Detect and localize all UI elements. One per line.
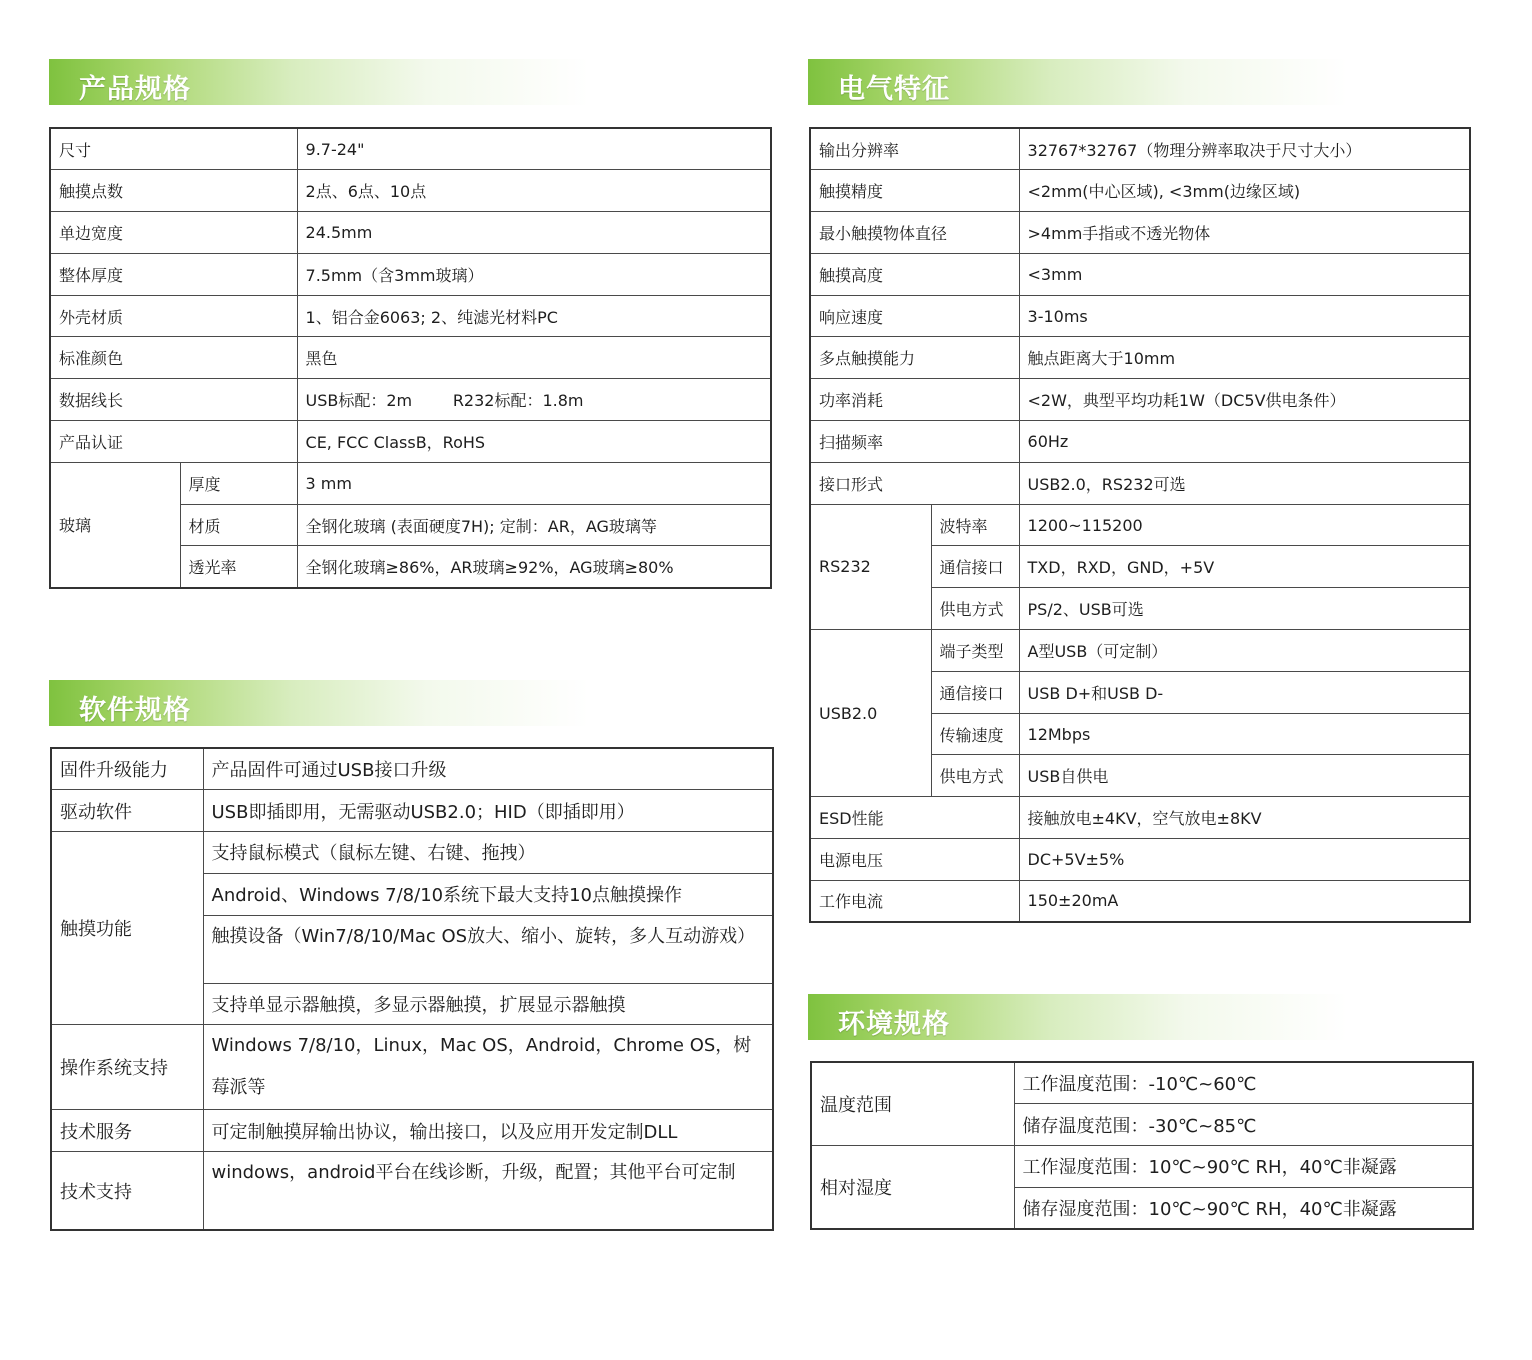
row-value: USB即插即用，无需驱动USB2.0；HID（即插即用） [203,790,773,832]
table-row [50,170,771,212]
electrical-spec-table [809,127,1471,923]
table-row [810,462,1470,504]
humidity-label: 相对湿度 [811,1146,1014,1230]
row-label: 驱动软件 [51,790,203,832]
table-row [50,379,771,421]
table-row [51,748,773,790]
row-label: 触摸高度 [810,253,1019,295]
row-value: 7.5mm（含3mm玻璃） [297,253,771,295]
usb-label: USB2.0 [810,630,931,797]
temperature-label: 温度范围 [811,1062,1014,1146]
row-label: 数据线长 [50,379,297,421]
row-value: 150±20mA [1019,880,1470,922]
software-spec-table [50,747,774,1231]
product-spec-title: 产品规格 [79,74,191,105]
table-row [51,1110,773,1152]
row-value: <3mm [1019,253,1470,295]
row-label: 整体厚度 [50,253,297,295]
row-value: 工作湿度范围：10℃~90℃ RH，40℃非凝露 [1014,1146,1473,1188]
row-value: 触点距离大于10mm [1019,337,1470,379]
row-sublabel: 传输速度 [931,713,1019,755]
environment-spec-header [808,994,1348,1040]
table-row [810,797,1470,839]
row-sublabel: 透光率 [180,546,297,588]
table-row [50,253,771,295]
row-label: 最小触摸物体直径 [810,212,1019,254]
table-row [810,295,1470,337]
table-row [50,128,771,170]
row-value: 2点、6点、10点 [297,170,771,212]
row-value: A型USB（可定制） [1019,630,1470,672]
table-row [810,253,1470,295]
row-value: >4mm手指或不透光物体 [1019,212,1470,254]
row-value: <2W，典型平均功耗1W（DC5V供电条件） [1019,379,1470,421]
row-value: 储存温度范围：-30℃~85℃ [1014,1104,1473,1146]
table-row [811,1062,1473,1104]
row-sublabel: 端子类型 [931,630,1019,672]
row-value: Android、Windows 7/8/10系统下最大支持10点触摸操作 [203,873,773,915]
row-value: 可定制触摸屏输出协议，输出接口，以及应用开发定制DLL [203,1110,773,1152]
row-value: <2mm(中心区域), <3mm(边缘区域) [1019,170,1470,212]
row-label: 单边宽度 [50,212,297,254]
row-label: 产品认证 [50,421,297,463]
row-value: USB标配：2m R232标配：1.8m [297,379,771,421]
table-row [810,630,1470,672]
row-sublabel: 供电方式 [931,588,1019,630]
row-value: TXD，RXD，GND，+5V [1019,546,1470,588]
row-label: 多点触摸能力 [810,337,1019,379]
row-value: 支持鼠标模式（鼠标左键、右键、拖拽） [203,832,773,874]
row-value: 1、铝合金6063; 2、纯滤光材料PC [297,295,771,337]
row-value: 32767*32767（物理分辨率取决于尺寸大小） [1019,128,1470,170]
row-label: 功率消耗 [810,379,1019,421]
row-value: 产品固件可通过USB接口升级 [203,748,773,790]
row-sublabel: 通信接口 [931,671,1019,713]
row-label: 尺寸 [50,128,297,170]
row-label: 外壳材质 [50,295,297,337]
row-value: CE, FCC ClassB，RoHS [297,421,771,463]
table-row [810,504,1470,546]
row-value: 全钢化玻璃 (表面硬度7H); 定制：AR，AG玻璃等 [297,504,771,546]
row-value: USB D+和USB D- [1019,671,1470,713]
touch-label: 触摸功能 [51,832,203,1025]
environment-spec-table [810,1061,1474,1230]
table-row [50,295,771,337]
electrical-spec-title: 电气特征 [838,74,950,105]
glass-label: 玻璃 [50,462,180,587]
row-value: 3-10ms [1019,295,1470,337]
row-label: 触摸精度 [810,170,1019,212]
table-row [51,1025,773,1110]
row-label: 工作电流 [810,880,1019,922]
row-sublabel: 通信接口 [931,546,1019,588]
table-row [50,462,771,504]
row-value: 全钢化玻璃≥86%，AR玻璃≥92%，AG玻璃≥80% [297,546,771,588]
table-row [810,839,1470,881]
row-value: USB自供电 [1019,755,1470,797]
table-row [51,1152,773,1230]
row-label: 响应速度 [810,295,1019,337]
row-label: 电源电压 [810,839,1019,881]
table-row [810,421,1470,463]
environment-spec-title: 环境规格 [838,1009,950,1040]
row-value: 支持单显示器触摸，多显示器触摸，扩展显示器触摸 [203,983,773,1025]
software-spec-title: 软件规格 [79,695,191,726]
table-row [811,1146,1473,1188]
row-label: 固件升级能力 [51,748,203,790]
row-value: 24.5mm [297,212,771,254]
table-row [810,337,1470,379]
table-row [51,832,773,874]
software-spec-header [49,680,589,726]
row-value: 触摸设备（Win7/8/10/Mac OS放大、缩小、旋转，多人互动游戏） [203,915,773,983]
table-row [50,337,771,379]
row-label: 技术服务 [51,1110,203,1152]
row-label: 触摸点数 [50,170,297,212]
row-value: DC+5V±5% [1019,839,1470,881]
row-sublabel: 材质 [180,504,297,546]
row-value: 60Hz [1019,421,1470,463]
row-value: 12Mbps [1019,713,1470,755]
table-row [51,790,773,832]
table-row [50,212,771,254]
row-value: 9.7-24" [297,128,771,170]
product-spec-header [49,59,589,105]
row-sublabel: 厚度 [180,462,297,504]
row-value: PS/2、USB可选 [1019,588,1470,630]
table-row [50,421,771,463]
table-row [810,880,1470,922]
table-row [810,379,1470,421]
row-value: 1200~115200 [1019,504,1470,546]
row-sublabel: 供电方式 [931,755,1019,797]
table-row [810,170,1470,212]
rs232-label: RS232 [810,504,931,629]
row-label: 标准颜色 [50,337,297,379]
row-label: 扫描频率 [810,421,1019,463]
row-value: Windows 7/8/10，Linux，Mac OS，Android，Chrome OS，树莓派等 [203,1025,773,1110]
row-label: 接口形式 [810,462,1019,504]
row-label: 输出分辨率 [810,128,1019,170]
row-label: ESD性能 [810,797,1019,839]
row-value: windows，android平台在线诊断，升级，配置；其他平台可定制 [203,1152,773,1230]
row-label: 技术支持 [51,1152,203,1230]
table-row [810,128,1470,170]
row-value: 3 mm [297,462,771,504]
table-row [810,212,1470,254]
product-spec-table [49,127,772,589]
row-sublabel: 波特率 [931,504,1019,546]
row-label: 操作系统支持 [51,1025,203,1110]
row-value: 接触放电±4KV，空气放电±8KV [1019,797,1470,839]
electrical-spec-header [808,59,1348,105]
row-value: 工作温度范围：-10℃~60℃ [1014,1062,1473,1104]
row-value: 黑色 [297,337,771,379]
row-value: 储存湿度范围：10℃~90℃ RH，40℃非凝露 [1014,1187,1473,1229]
row-value: USB2.0，RS232可选 [1019,462,1470,504]
